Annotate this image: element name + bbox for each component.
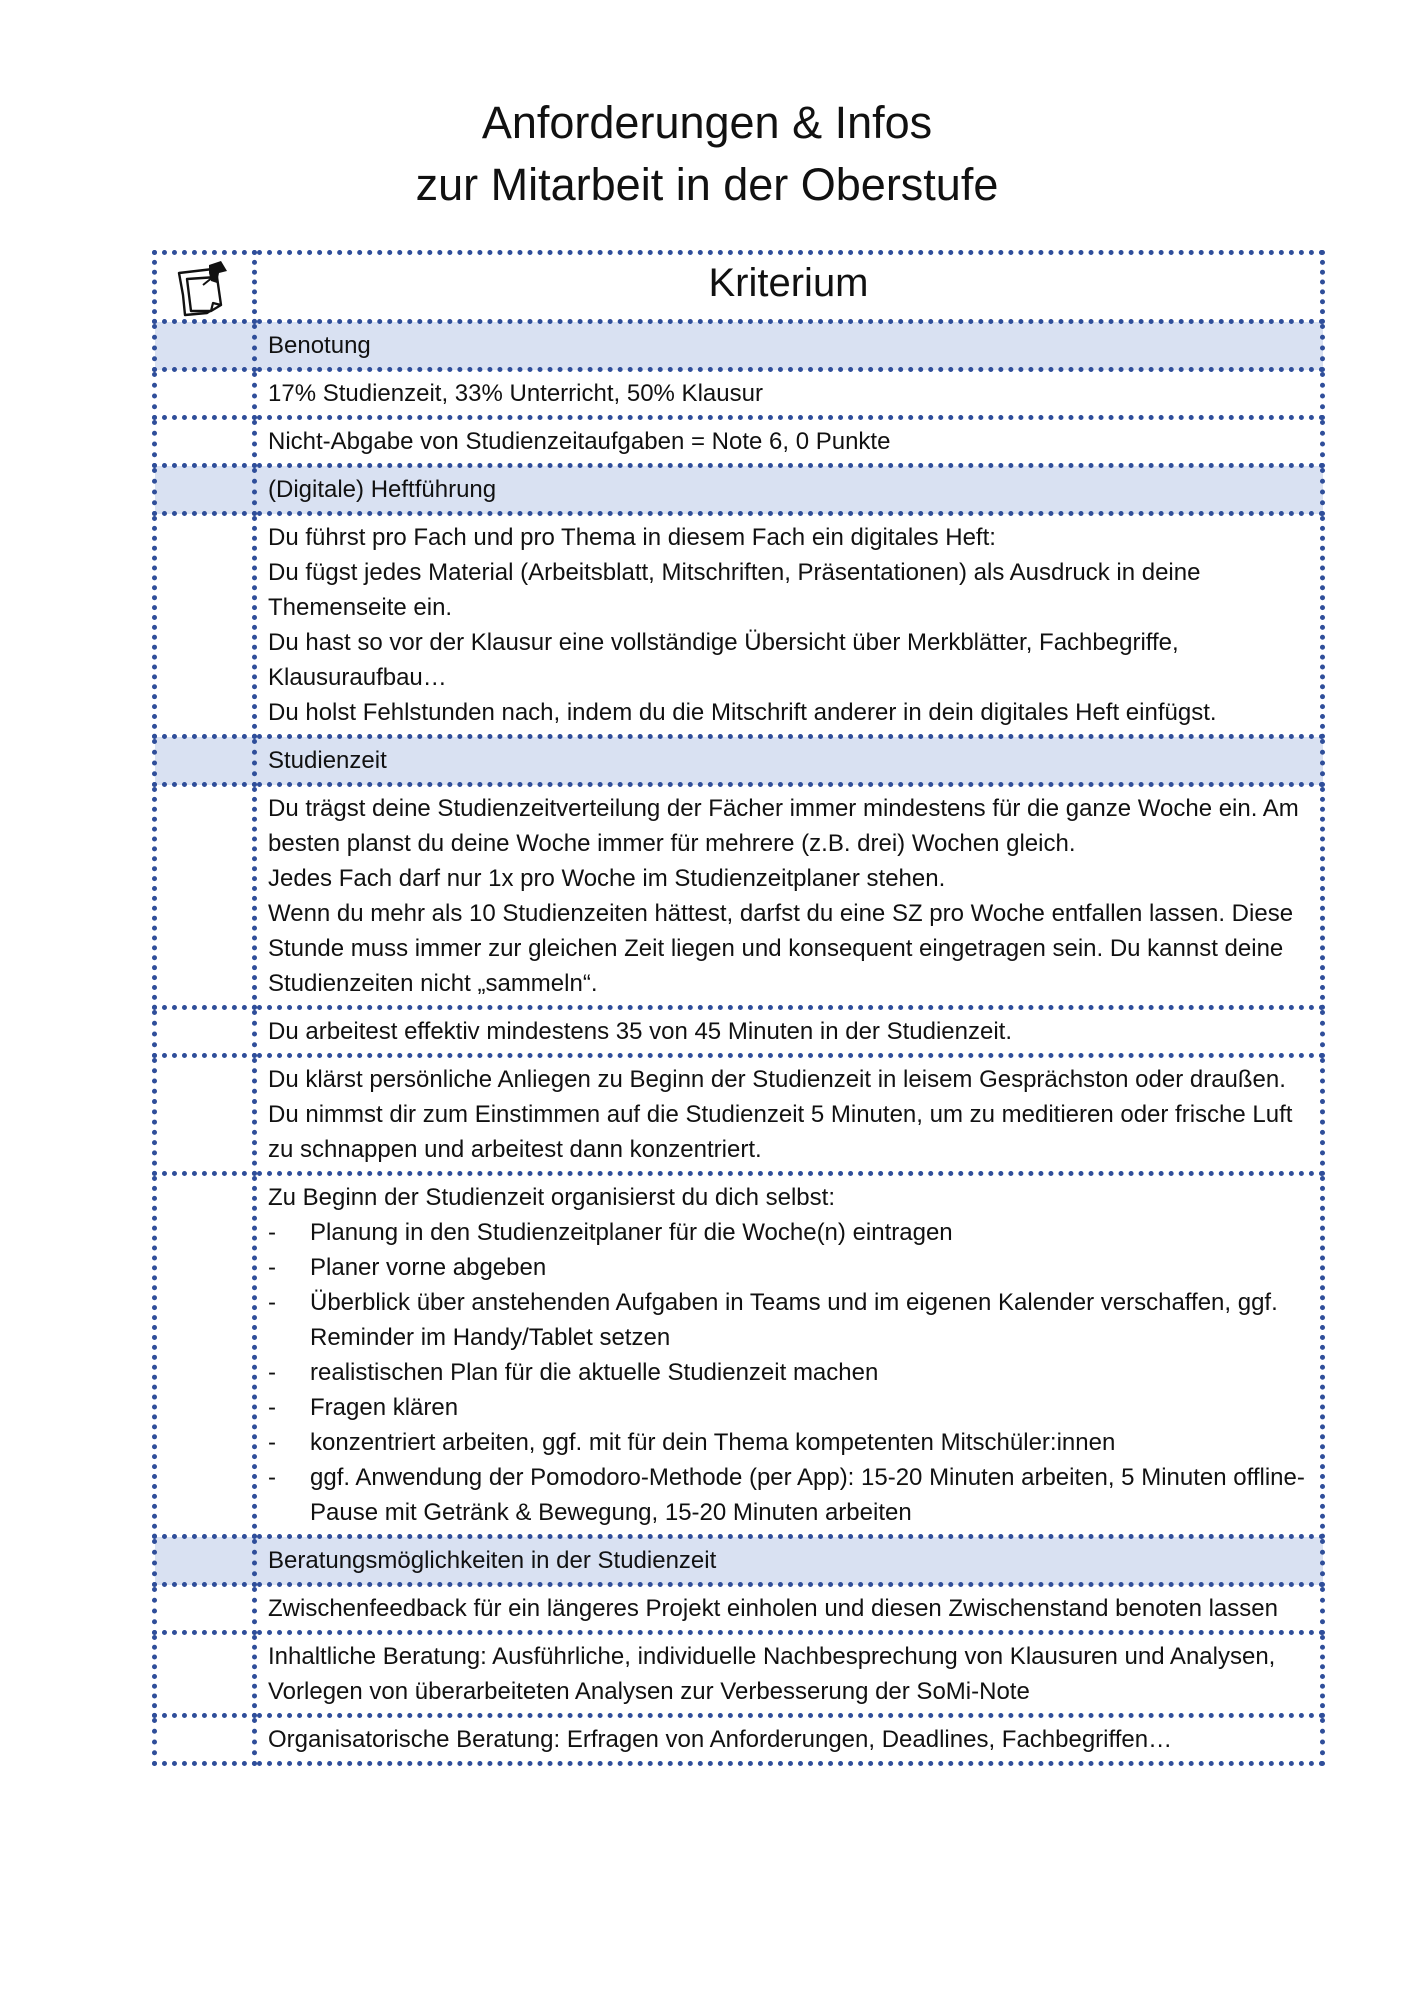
bullet-text: Fragen klären — [310, 1394, 459, 1421]
bullet-text: ggf. Anwendung der Pomodoro-Methode (per App): 15-20 Minuten arbeiten, 5 Minuten offline-Pause mit Getränk & Bewegung, 15-20 Minuten arbeiten — [310, 1464, 1305, 1526]
criterion-paragraph: Du fügst jedes Material (Arbeitsblatt, Mitschriften, Präsentationen) als Ausdruck in deine Themenseite ein. — [268, 559, 1201, 621]
criterion-icon-cell — [155, 1008, 255, 1056]
bullet-dash: - — [268, 1254, 276, 1281]
criterion-text-cell — [255, 1633, 1323, 1716]
criterion-icon-cell — [155, 1174, 255, 1537]
section-heading: Benotung — [255, 322, 1323, 370]
criterion-paragraph: Wenn du mehr als 10 Studienzeiten hättest, darfst du eine SZ pro Woche entfallen lassen. Diese Stunde muss immer zur gleichen Zeit liegen und konsequent eingetragen sein. Du kannst deine Studienzeiten nicht „sammeln“. — [268, 900, 1294, 997]
criterion-paragraph: Du holst Fehlstunden nach, indem du die Mitschrift anderer in dein digitales Heft einfügst. — [268, 699, 1217, 726]
criterion-text-cell — [255, 514, 1323, 737]
criterion-row — [155, 1633, 1323, 1716]
bullet-item — [268, 1460, 1309, 1530]
criterion-text-cell — [255, 1716, 1323, 1764]
criterion-row — [155, 370, 1323, 418]
bullet-text: Planer vorne abgeben — [310, 1254, 547, 1281]
criterion-icon-cell — [155, 785, 255, 1008]
bullet-item — [268, 1355, 1309, 1390]
criterion-text-cell — [255, 785, 1323, 1008]
criterion-icon-cell — [155, 1633, 255, 1716]
bullet-item — [268, 1285, 1309, 1355]
page-title-line-2: zur Mitarbeit in der Oberstufe — [415, 159, 999, 210]
section-icon-cell — [155, 737, 255, 785]
section-row — [155, 737, 1323, 785]
criterion-icon-cell — [155, 1585, 255, 1633]
section-heading: (Digitale) Heftführung — [255, 466, 1323, 514]
criterion-paragraph: Du hast so vor der Klausur eine vollständige Übersicht über Merkblätter, Fachbegriffe, Klausuraufbau… — [268, 629, 1179, 691]
criterion-icon-cell — [155, 514, 255, 737]
section-row — [155, 322, 1323, 370]
criterion-row — [155, 1008, 1323, 1056]
section-heading: Beratungsmöglichkeiten in der Studienzeit — [255, 1537, 1323, 1585]
sticky-note-pin-icon — [173, 261, 237, 319]
criterion-row — [155, 418, 1323, 466]
bullet-text: realistischen Plan für die aktuelle Studienzeit machen — [310, 1359, 879, 1386]
criterion-row — [155, 1056, 1323, 1174]
criterion-paragraph: Du führst pro Fach und pro Thema in diesem Fach ein digitales Heft: — [268, 524, 996, 551]
bullet-item — [268, 1390, 1309, 1425]
bullet-item — [268, 1425, 1309, 1460]
criterion-text-cell — [255, 418, 1323, 466]
criterion-paragraph: Du trägst deine Studienzeitverteilung der Fächer immer mindestens für die ganze Woche ein. Am besten planst du deine Woche immer für mehrere (z.B. drei) Wochen gleich. — [268, 795, 1299, 857]
header-icon-cell — [155, 253, 255, 322]
criteria-table — [152, 250, 1325, 1766]
section-heading: Studienzeit — [255, 737, 1323, 785]
criterion-icon-cell — [155, 1056, 255, 1174]
page-title-line-1: Anforderungen & Infos — [481, 97, 933, 148]
section-row — [155, 1537, 1323, 1585]
criterion-paragraph: Du nimmst dir zum Einstimmen auf die Studienzeit 5 Minuten, um zu meditieren oder frische Luft zu schnappen und arbeitest dann konzentriert. — [268, 1101, 1293, 1163]
bullet-text: konzentriert arbeiten, ggf. mit für dein Thema kompetenten Mitschüler:innen — [310, 1429, 1116, 1456]
section-icon-cell — [155, 466, 255, 514]
criterion-icon-cell — [155, 1716, 255, 1764]
criterion-icon-cell — [155, 370, 255, 418]
criterion-header: Kriterium — [255, 253, 1323, 322]
header-row — [155, 253, 1323, 322]
criterion-paragraph: Nicht-Abgabe von Studienzeitaufgaben = Note 6, 0 Punkte — [268, 428, 891, 455]
section-row — [155, 466, 1323, 514]
criterion-text-cell — [255, 1056, 1323, 1174]
criterion-paragraph: Zwischenfeedback für ein längeres Projekt einholen und diesen Zwischenstand benoten lassen — [268, 1595, 1278, 1622]
criterion-row — [155, 514, 1323, 737]
criterion-paragraph: Du arbeitest effektiv mindestens 35 von 45 Minuten in der Studienzeit. — [268, 1018, 1012, 1045]
bullet-text: Planung in den Studienzeitplaner für die Woche(n) eintragen — [310, 1219, 953, 1246]
criterion-row — [155, 1174, 1323, 1537]
page-title — [0, 92, 1414, 216]
section-icon-cell — [155, 322, 255, 370]
bullet-dash: - — [268, 1394, 276, 1421]
criterion-paragraph: Organisatorische Beratung: Erfragen von Anforderungen, Deadlines, Fachbegriffen… — [268, 1726, 1173, 1753]
section-icon-cell — [155, 1537, 255, 1585]
criterion-text-cell — [255, 370, 1323, 418]
bullet-dash: - — [268, 1359, 276, 1386]
criterion-row — [155, 1585, 1323, 1633]
bullet-dash: - — [268, 1464, 276, 1491]
bullet-item — [268, 1250, 1309, 1285]
bullet-dash: - — [268, 1289, 276, 1316]
bullet-dash: - — [268, 1219, 276, 1246]
criterion-paragraph: Inhaltliche Beratung: Ausführliche, individuelle Nachbesprechung von Klausuren und Analysen, Vorlegen von überarbeiteten Analysen zur Verbesserung der SoMi-Note — [268, 1643, 1276, 1705]
criterion-row — [155, 785, 1323, 1008]
criterion-text-cell — [255, 1008, 1323, 1056]
criterion-text-cell — [255, 1174, 1323, 1537]
criterion-row — [155, 1716, 1323, 1764]
criterion-icon-cell — [155, 418, 255, 466]
bullet-text: Überblick über anstehenden Aufgaben in Teams und im eigenen Kalender verschaffen, ggf. Reminder im Handy/Tablet setzen — [310, 1289, 1278, 1351]
bullet-item — [268, 1215, 1309, 1250]
criterion-paragraph: Jedes Fach darf nur 1x pro Woche im Studienzeitplaner stehen. — [268, 865, 946, 892]
bullet-dash: - — [268, 1429, 276, 1456]
criterion-paragraph: Du klärst persönliche Anliegen zu Beginn der Studienzeit in leisem Gesprächston oder draußen. — [268, 1066, 1286, 1093]
criterion-text-cell — [255, 1585, 1323, 1633]
criterion-paragraph: Zu Beginn der Studienzeit organisierst du dich selbst: — [268, 1184, 835, 1211]
criterion-paragraph: 17% Studienzeit, 33% Unterricht, 50% Klausur — [268, 380, 763, 407]
